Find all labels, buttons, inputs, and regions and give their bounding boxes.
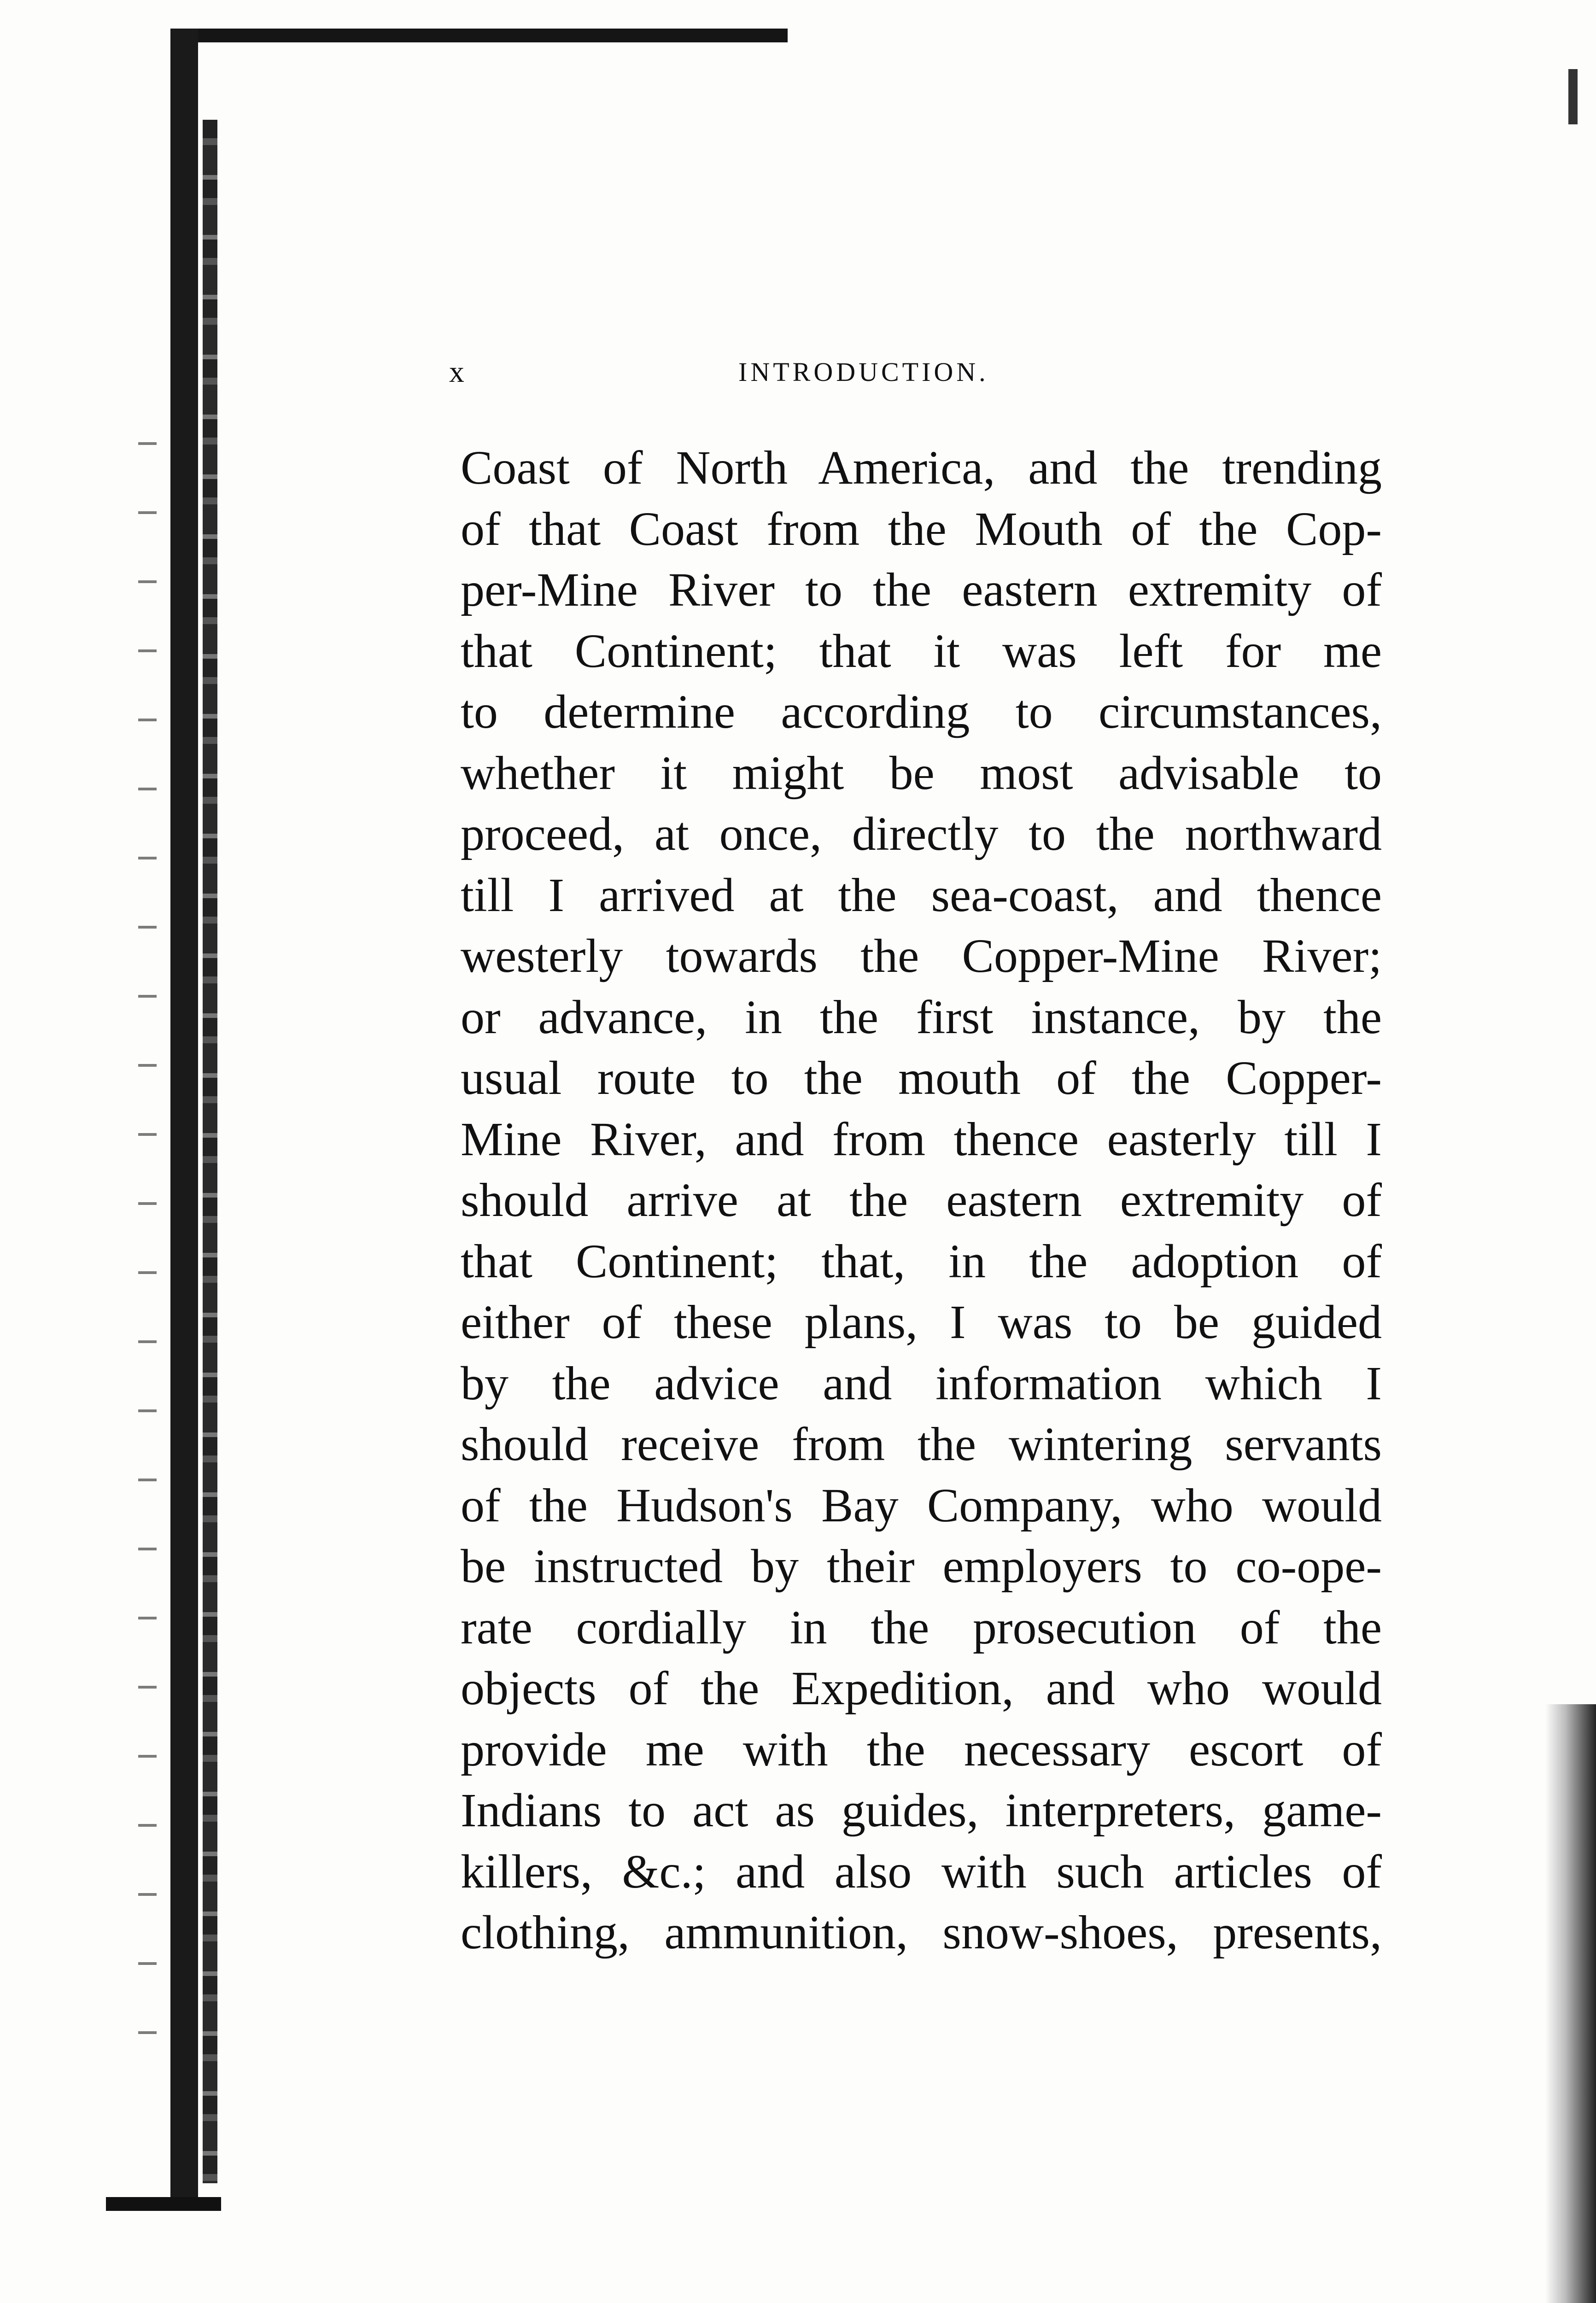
text-line: or advance, in the first instance, by the [461, 990, 1382, 1044]
text-line: that Continent; that it was left for me [461, 624, 1382, 678]
text-line: should receive from the wintering servants [461, 1418, 1382, 1471]
text-line: should arrive at the eastern extremity of [461, 1174, 1382, 1227]
text-line: of that Coast from the Mouth of the Cop- [461, 502, 1382, 555]
binding-shadow-bottom [106, 2197, 221, 2211]
text-line: objects of the Expedition, and who would [461, 1662, 1382, 1715]
text-line: usual route to the mouth of the Copper- [461, 1052, 1382, 1105]
text-line: per-Mine River to the eastern extremity of [461, 563, 1382, 616]
text-line: westerly towards the Copper-Mine River; [461, 929, 1382, 982]
scan-speckle [138, 415, 157, 2073]
text-line: either of these plans, I was to be guided [461, 1296, 1382, 1349]
text-line: Mine River, and from thence easterly till I [461, 1112, 1382, 1166]
text-line: Indians to act as guides, interpreters, game- [461, 1784, 1382, 1837]
text-line: of the Hudson's Bay Company, who would [461, 1479, 1382, 1532]
page-edge-mark-top-right [1568, 69, 1578, 124]
text-line: to determine according to circumstances, [461, 685, 1382, 738]
text-line: provide me with the necessary escort of [461, 1723, 1382, 1776]
running-head: INTRODUCTION. [738, 357, 989, 387]
page-number: x [449, 355, 464, 389]
binding-texture [203, 120, 217, 2183]
text-line: by the advice and information which I [461, 1356, 1382, 1410]
text-line: Coast of North America, and the trending [461, 441, 1382, 494]
page-header [449, 355, 1057, 392]
text-line: whether it might be most advisable to [461, 746, 1382, 800]
binding-shadow-top [175, 29, 788, 42]
text-line: clothing, ammunition, snow-shoes, presents, [461, 1906, 1382, 1959]
body-text [461, 438, 1382, 1964]
text-line: killers, &c.; and also with such articles of [461, 1845, 1382, 1898]
text-line: rate cordially in the prosecution of the [461, 1601, 1382, 1654]
binding-shadow-left [170, 29, 198, 2207]
page-edge-shadow-right [1545, 1704, 1596, 2303]
text-line: that Continent; that, in the adoption of [461, 1234, 1382, 1288]
text-line: be instructed by their employers to co-ope- [461, 1540, 1382, 1593]
text-line: proceed, at once, directly to the northward [461, 807, 1382, 860]
text-line: till I arrived at the sea-coast, and thence [461, 868, 1382, 922]
